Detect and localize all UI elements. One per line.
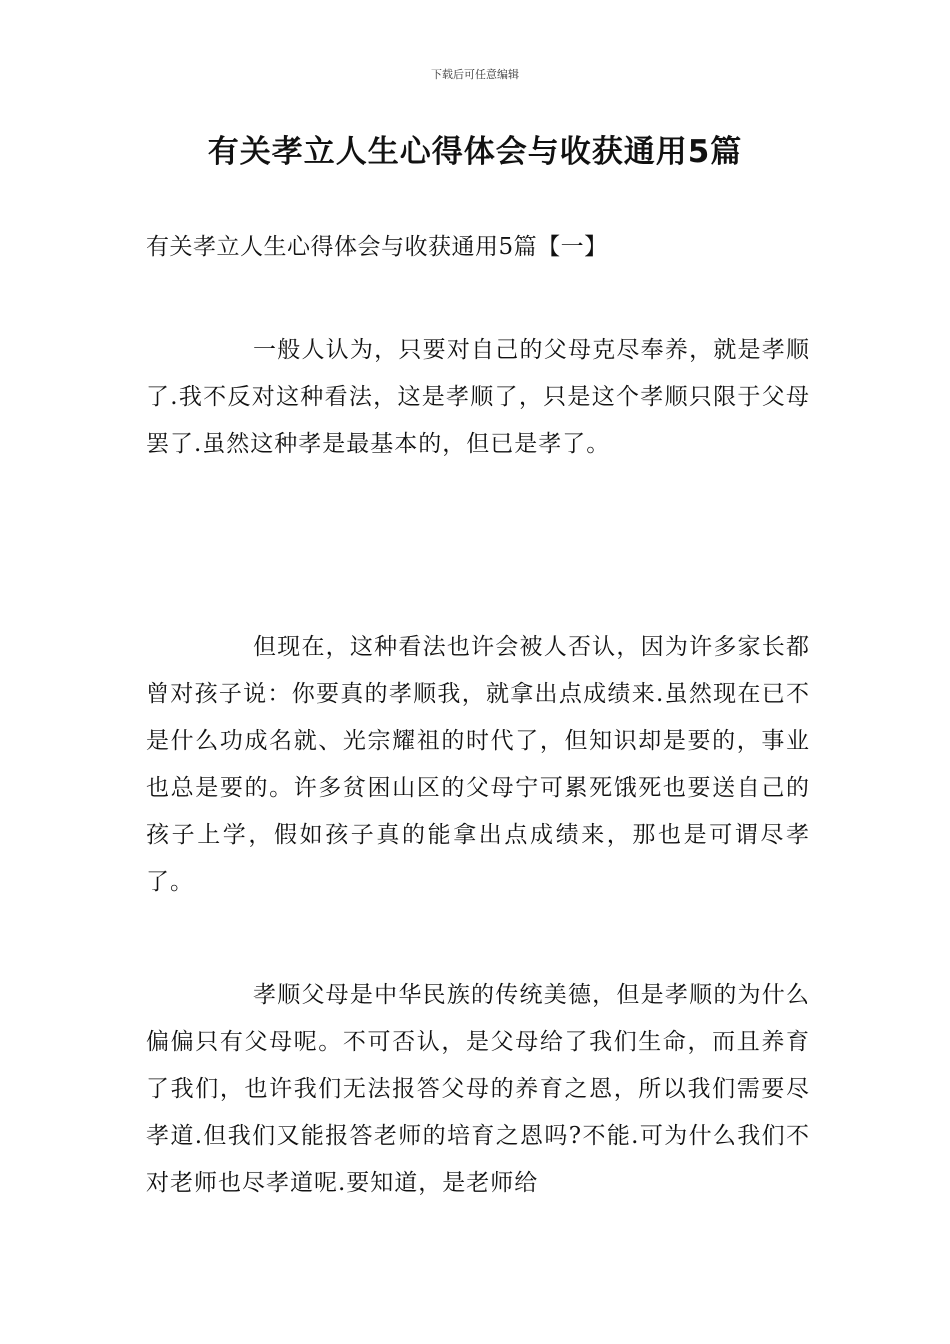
paragraph-3: 孝顺父母是中华民族的传统美德，但是孝顺的为什么偏偏只有父母呢。不可否认，是父母给了我们生命，而且养育了我们，也许我们无法报答父母的养育之恩，所以我们需要尽孝道.但我们又能报答老师的培育之恩吗?不能.可为什么我们不对老师也尽孝道呢.要知道，是老师给 — [146, 982, 810, 1196]
paragraph-1: 一般人认为，只要对自己的父母克尽奉养，就是孝顺了.我不反对这种看法，这是孝顺了，只是这个孝顺只限于父母罢了.虽然这种孝是最基本的，但已是孝了。 — [146, 337, 810, 457]
document-title: 有关孝立人生心得体会与收获通用5篇 — [207, 134, 743, 170]
header-note: 下载后可任意编辑 — [431, 68, 519, 81]
paragraph-2: 但现在，这种看法也许会被人否认，因为许多家长都曾对孩子说：你要真的孝顺我，就拿出点成绩来.虽然现在已不是什么功成名就、光宗耀祖的时代了，但知识却是要的，事业也总是要的。许多贫困山区的父母宁可累死饿死也要送自己的孩子上学，假如孩子真的能拿出点成绩来，那也是可谓尽孝了。 — [146, 634, 810, 895]
section-heading: 有关孝立人生心得体会与收获通用5篇【一】 — [146, 234, 608, 260]
